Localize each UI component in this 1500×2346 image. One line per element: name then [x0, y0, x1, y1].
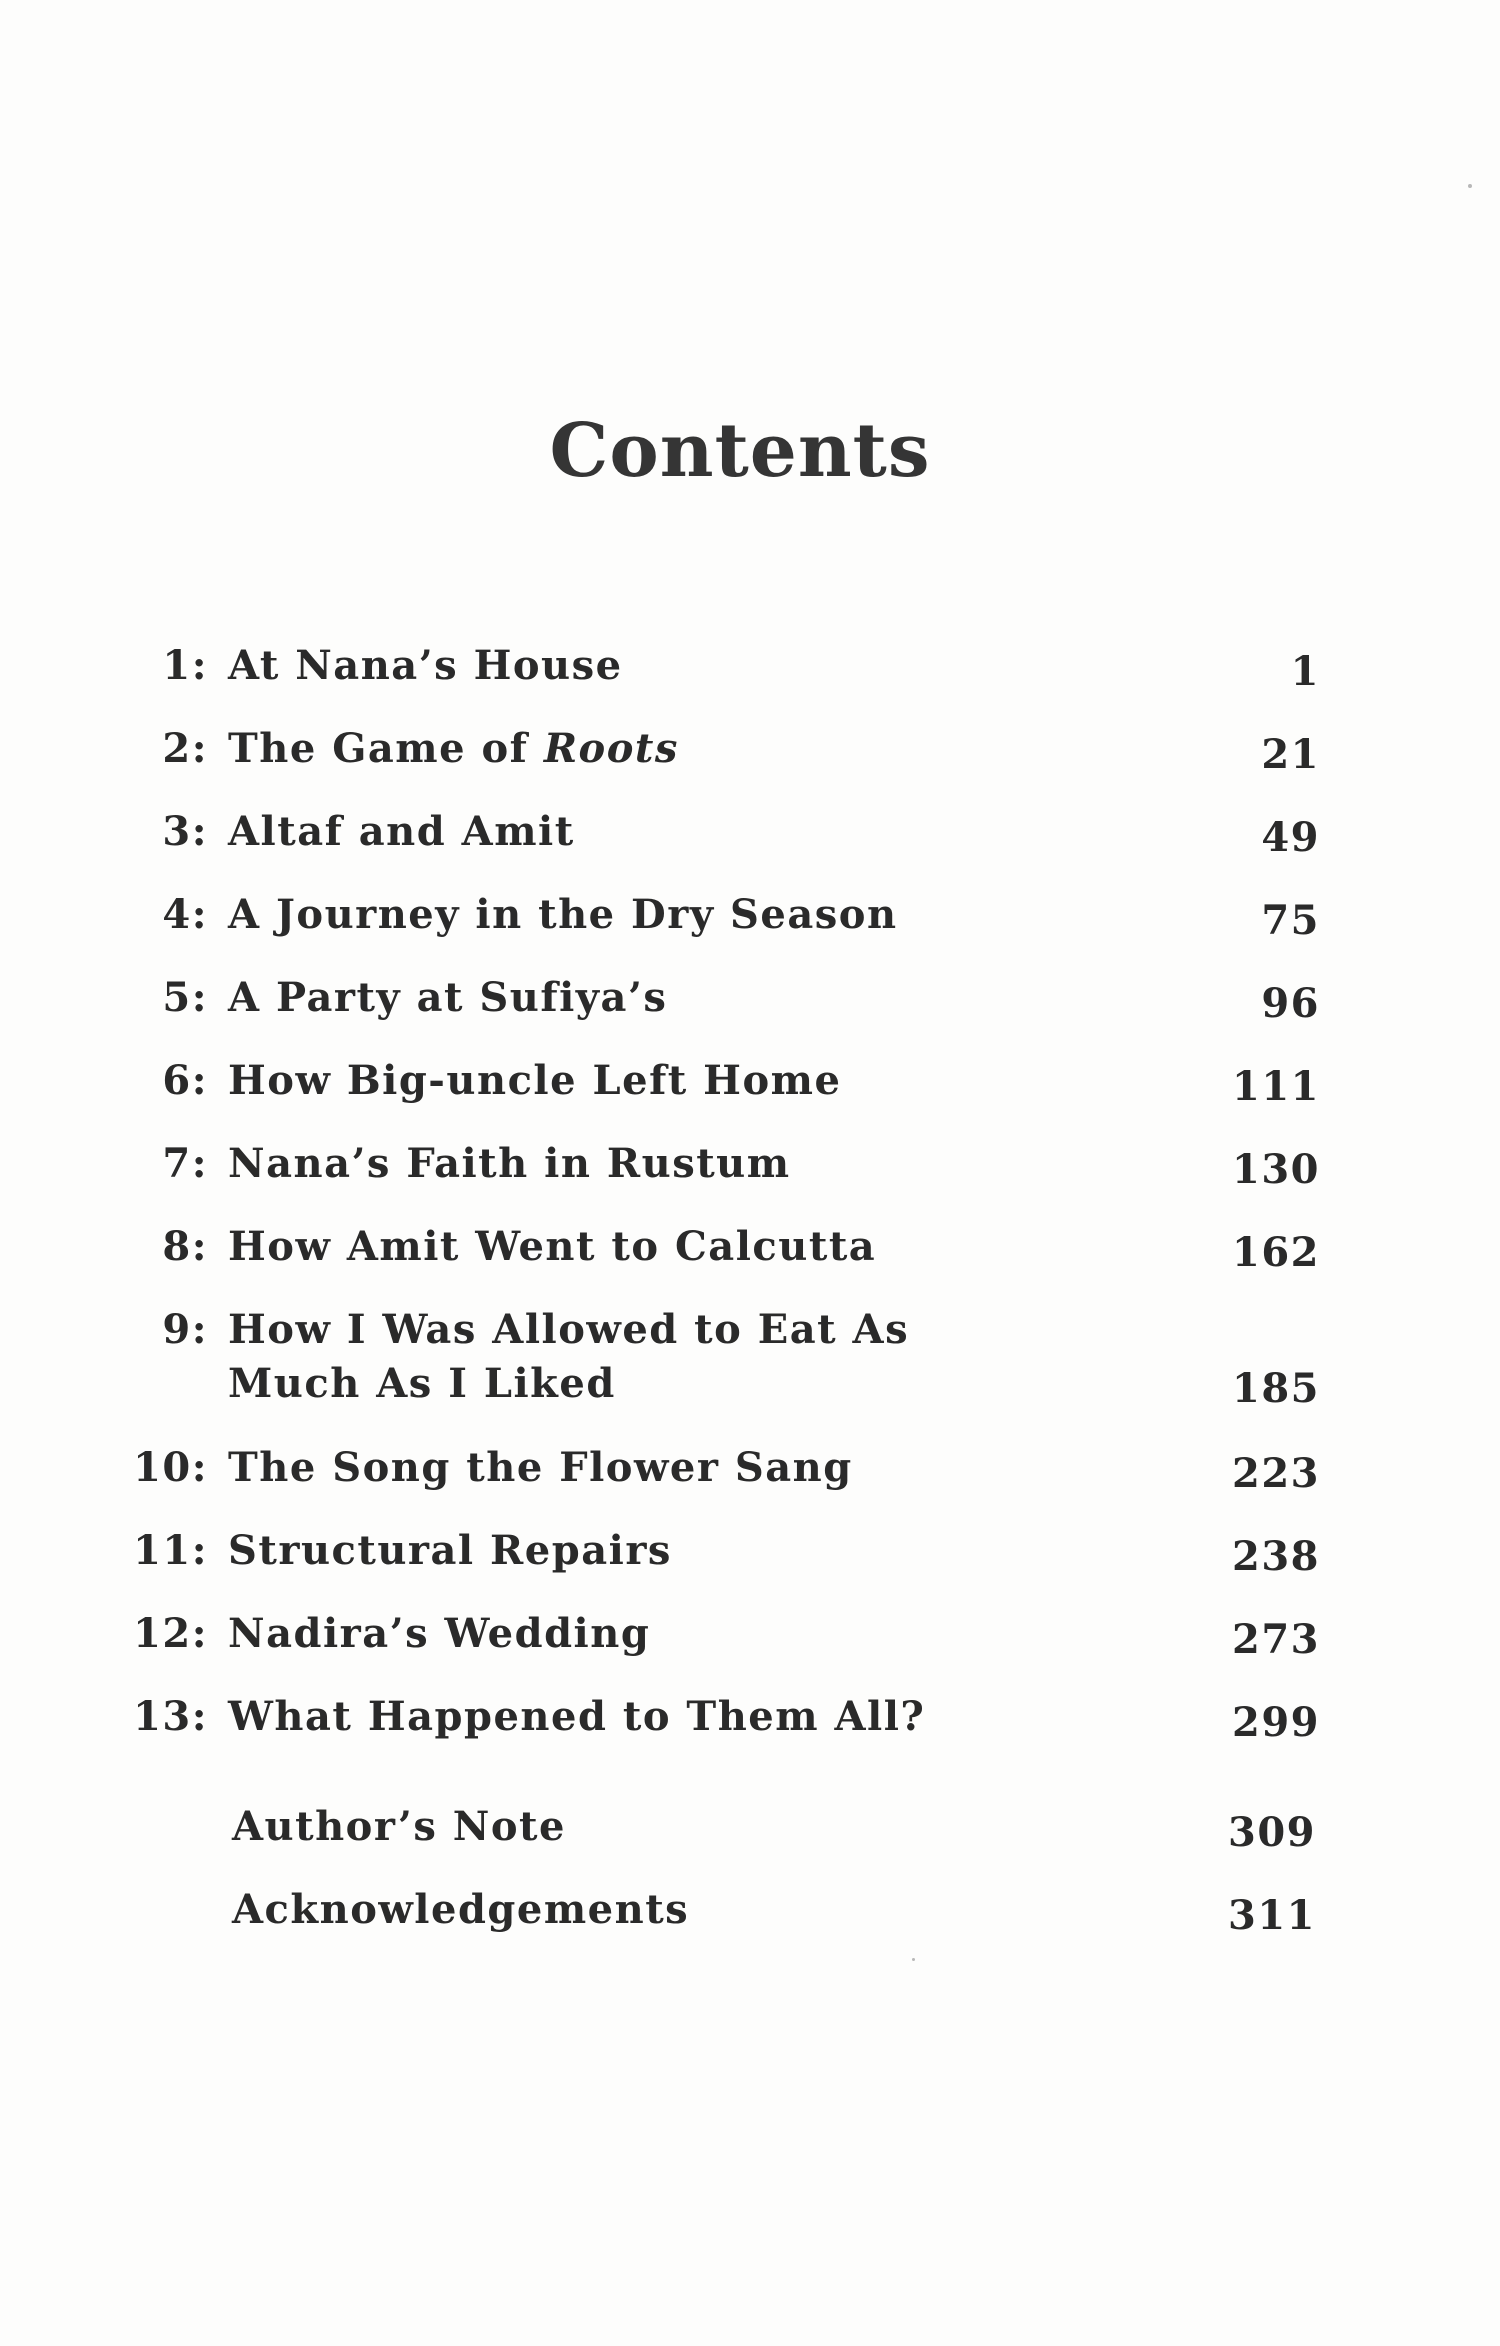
- chapter-title-line: Much As I Liked: [228, 1360, 616, 1407]
- chapter-number: 2:: [162, 725, 208, 772]
- chapter-title: The Song the Flower Sang: [228, 1444, 853, 1491]
- chapter-title: A Journey in the Dry Season: [228, 891, 898, 938]
- chapter-title: [228, 1303, 928, 1411]
- chapter-number: 11:: [133, 1527, 208, 1574]
- chapter-title: Altaf and Amit: [228, 808, 575, 855]
- section-title: Acknowledgements: [232, 1886, 690, 1933]
- paper-speck: [1468, 184, 1472, 188]
- chapter-title-text: The Game of: [228, 725, 544, 772]
- chapter-title: How Big-uncle Left Home: [228, 1057, 842, 1104]
- page-number: 223: [1232, 1450, 1320, 1497]
- page-number: 75: [1261, 897, 1320, 944]
- paper-speck: [912, 1958, 915, 1961]
- chapter-number: 4:: [162, 891, 208, 938]
- chapter-title-italic: Roots: [543, 725, 679, 772]
- chapter-title: Structural Repairs: [228, 1527, 672, 1574]
- chapter-number: 5:: [162, 974, 208, 1021]
- page-number: 130: [1232, 1146, 1320, 1193]
- page-title: Contents: [549, 408, 931, 494]
- chapter-title: What Happened to Them All?: [228, 1693, 926, 1740]
- chapter-title: Nana’s Faith in Rustum: [228, 1140, 791, 1187]
- chapter-title: A Party at Sufiya’s: [228, 974, 668, 1021]
- page-number: 309: [1228, 1809, 1316, 1856]
- page-number: 1: [1290, 648, 1320, 695]
- page-number: 311: [1228, 1892, 1316, 1939]
- section-title: Author’s Note: [232, 1803, 566, 1850]
- chapter-title: At Nana’s House: [228, 642, 623, 689]
- page-number: 21: [1261, 731, 1320, 778]
- page-number: 185: [1232, 1365, 1320, 1412]
- chapter-number: 9:: [162, 1306, 208, 1353]
- chapter-title: How Amit Went to Calcutta: [228, 1223, 877, 1270]
- page-number: 96: [1261, 980, 1320, 1027]
- chapter-number: 10:: [133, 1444, 208, 1491]
- chapter-title-line: How I Was Allowed to Eat As: [228, 1306, 910, 1353]
- page-number: 111: [1232, 1063, 1320, 1110]
- page-number: 49: [1261, 814, 1320, 861]
- chapter-title: [228, 722, 928, 776]
- chapter-title: Nadira’s Wedding: [228, 1610, 651, 1657]
- chapter-number: 12:: [133, 1610, 208, 1657]
- chapter-number: 7:: [162, 1140, 208, 1187]
- page-number: 299: [1232, 1699, 1320, 1746]
- chapter-number: 1:: [162, 642, 208, 689]
- chapter-number: 3:: [162, 808, 208, 855]
- chapter-number: 6:: [162, 1057, 208, 1104]
- page-number: 238: [1232, 1533, 1320, 1580]
- chapter-number: 13:: [133, 1693, 208, 1740]
- page-number: 162: [1232, 1229, 1320, 1276]
- chapter-number: 8:: [162, 1223, 208, 1270]
- page-number: 273: [1232, 1616, 1320, 1663]
